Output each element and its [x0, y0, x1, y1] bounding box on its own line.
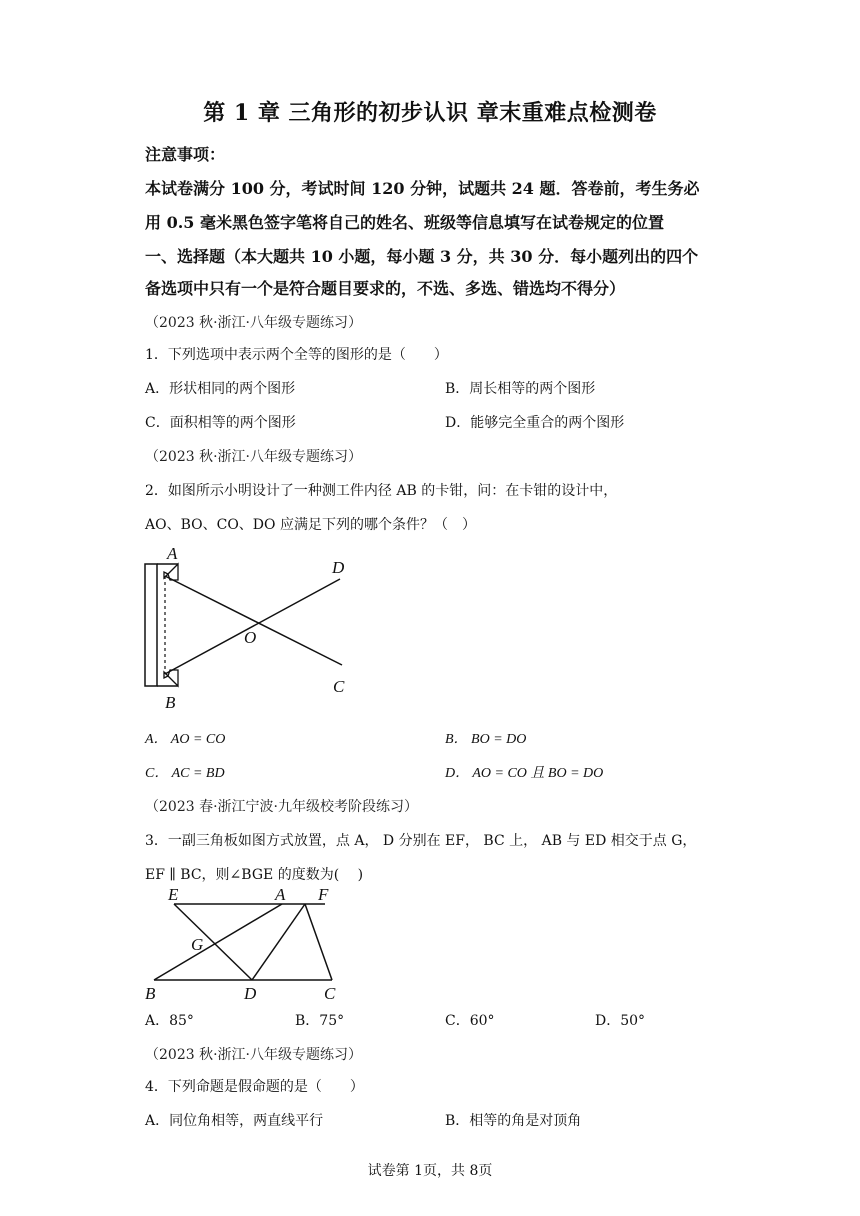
q1-option-b: B．周长相等的两个图形	[445, 381, 596, 397]
q2-source: （2023 秋·浙江·八年级专题练习）	[145, 449, 362, 465]
q4-option-a: A．同位角相等，两直线平行	[145, 1113, 324, 1129]
label-d: D	[244, 984, 257, 1003]
q3-stem-line-2: EF ∥ BC，则∠BGE 的度数为( )	[145, 867, 364, 883]
arm-bd	[165, 579, 340, 674]
q1-option-c: C．面积相等的两个图形	[145, 415, 296, 431]
q1-option-d: D．能够完全重合的两个图形	[445, 415, 625, 431]
q3-stem-line-1: 3．一副三角板如图方式放置，点 A， D 分别在 EF， BC 上， AB 与 ED 相交于点 G，	[145, 833, 697, 849]
triangle-board-figure	[140, 884, 350, 1004]
notice-line-1: 本试卷满分 100 分，考试时间 120 分钟，试题共 24 题．答卷前，考生务必	[145, 179, 700, 198]
caliper-figure	[140, 542, 360, 712]
q1-option-a: A．形状相同的两个图形	[145, 381, 296, 397]
segment-fc	[305, 904, 332, 980]
notice-heading: 注意事项：	[145, 145, 226, 164]
q1-stem: 1．下列选项中表示两个全等的图形的是（ ）	[145, 347, 448, 363]
label-c: C	[333, 677, 345, 696]
label-o: O	[244, 628, 257, 647]
q3-option-b: B．75°	[295, 1013, 345, 1029]
q2-stem-line-2: AO、BO、CO、DO 应满足下列的哪个条件？（ ）	[145, 517, 476, 533]
q1-source: （2023 秋·浙江·八年级专题练习）	[145, 315, 362, 331]
caliper-bar	[145, 564, 157, 686]
arm-ac	[165, 576, 342, 665]
q2-option-c: C． AC = BD	[145, 766, 225, 781]
q2-option-b: B． BO = DO	[445, 732, 527, 747]
label-b: B	[165, 693, 176, 712]
page-footer: 试卷第 1页，共 8页	[367, 1163, 493, 1179]
label-f: F	[318, 885, 329, 904]
q3-option-c: C．60°	[445, 1013, 495, 1029]
section-line-2: 备选项中只有一个是符合题目要求的，不选、多选、错选均不得分）	[145, 279, 626, 298]
label-a: A	[167, 544, 178, 563]
q3-source: （2023 春·浙江宁波·九年级校考阶段练习）	[145, 799, 418, 815]
q2-option-d: D． AO = CO 且 BO = DO	[445, 766, 604, 781]
label-g: G	[191, 935, 204, 954]
label-e: E	[168, 885, 179, 904]
segment-ba	[154, 904, 282, 980]
q2-option-a: A． AO = CO	[145, 732, 226, 747]
q2-stem-line-1: 2．如图所示小明设计了一种测工件内径 AB 的卡钳，问：在卡钳的设计中，	[145, 483, 618, 499]
label-c: C	[324, 984, 336, 1003]
label-d: D	[332, 558, 345, 577]
q4-stem: 4．下列命题是假命题的是（ ）	[145, 1079, 364, 1095]
section-line-1: 一、选择题（本大题共 10 小题，每小题 3 分，共 30 分．每小题列出的四个	[145, 247, 699, 266]
q4-source: （2023 秋·浙江·八年级专题练习）	[145, 1047, 362, 1063]
upper-jaw	[164, 564, 178, 580]
lower-jaw	[164, 670, 178, 686]
q3-option-a: A．85°	[145, 1013, 194, 1029]
segment-df	[252, 904, 305, 980]
segment-ed	[174, 904, 252, 980]
q3-option-d: D．50°	[595, 1013, 646, 1029]
label-b: B	[145, 984, 156, 1003]
q4-option-b: B．相等的角是对顶角	[445, 1113, 582, 1129]
label-a: A	[275, 885, 286, 904]
page-title: 第 1 章 三角形的初步认识 章末重难点检测卷	[203, 100, 657, 126]
notice-line-2: 用 0.5 毫米黑色签字笔将自己的姓名、班级等信息填写在试卷规定的位置	[145, 213, 664, 232]
